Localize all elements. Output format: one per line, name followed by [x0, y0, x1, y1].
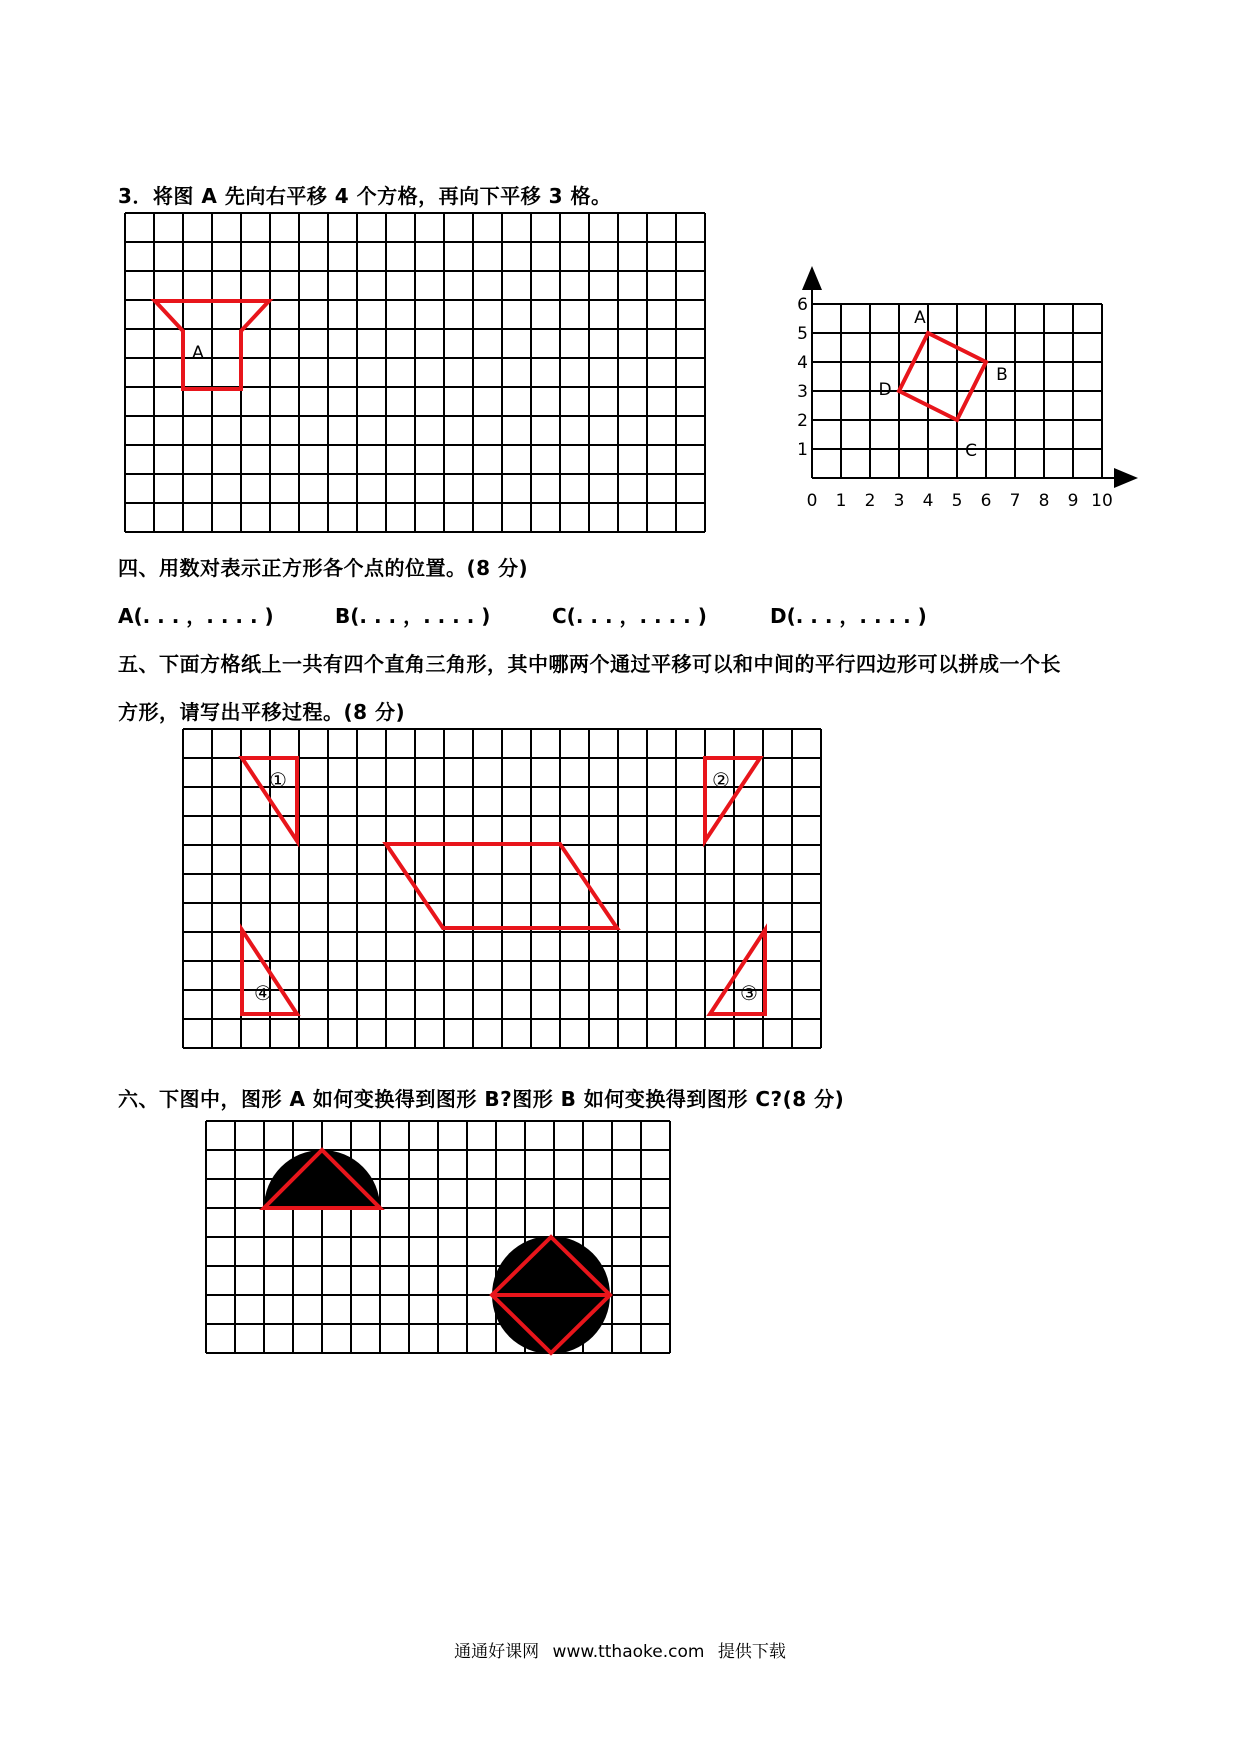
x-tick-label: 6 — [980, 491, 992, 511]
x-tick-label: 7 — [1009, 491, 1021, 511]
q6-grid — [206, 1121, 670, 1354]
y-tick-label: 4 — [797, 353, 808, 373]
x-tick-label: 5 — [951, 491, 963, 511]
q4-answer-b: B(. . . ，. . . . ) — [335, 604, 491, 628]
x-tick-label: 9 — [1067, 491, 1079, 511]
point-label-b: B — [996, 365, 1008, 385]
footer-url: www.tthaoke.com — [552, 1642, 705, 1662]
q4-title: 四、用数对表示正方形各个点的位置。(8 分) — [118, 556, 529, 580]
y-tick-label: 5 — [797, 324, 808, 344]
y-tick-label: 3 — [797, 382, 808, 402]
point-label-a: A — [914, 308, 926, 328]
x-tick-label: 2 — [864, 491, 876, 511]
footer-suffix: 提供下载 — [717, 1642, 786, 1662]
q5-grid — [183, 729, 821, 1048]
x-tick-label: 10 — [1091, 491, 1113, 511]
point-label-c: C — [965, 441, 977, 461]
q5-title-line1: 五、下面方格纸上一共有四个直角三角形，其中哪两个通过平移可以和中间的平行四边形可以拼成一个长 — [118, 652, 1061, 676]
coordinate-grid — [797, 270, 1134, 511]
x-tick-label: 4 — [922, 491, 934, 511]
q6-title: 六、下图中，图形 A 如何变换得到图形 B?图形 B 如何变换得到图形 C?(8 分) — [118, 1087, 845, 1111]
q4-answer-c: C(. . . ，. . . . ) — [552, 604, 707, 628]
footer-site-name: 通通好课网 — [454, 1642, 540, 1662]
x-tick-label: 3 — [893, 491, 905, 511]
x-tick-label: 8 — [1038, 491, 1050, 511]
triangle-4-label: ④ — [254, 981, 272, 1005]
q4-answer-d: D(. . . ，. . . . ) — [770, 604, 927, 628]
shape-a-label: A — [192, 343, 204, 363]
x-tick-label: 0 — [806, 491, 818, 511]
x-tick-label: 1 — [835, 491, 847, 511]
q4-answer-a: A(. . . ，. . . . ) — [118, 604, 274, 628]
y-tick-label: 1 — [797, 440, 808, 460]
triangle-3-label: ③ — [740, 981, 758, 1005]
q3-title: 3．将图 A 先向右平移 4 个方格，再向下平移 3 格。 — [118, 184, 612, 208]
triangle-2-label: ② — [712, 768, 730, 792]
y-tick-label: 6 — [797, 295, 808, 315]
y-tick-label: 2 — [797, 411, 808, 431]
page-footer — [0, 1637, 1240, 1662]
triangle-1-label: ① — [269, 768, 287, 792]
point-label-d: D — [878, 380, 892, 400]
q3-grid — [125, 213, 705, 532]
figure-a-semicircle — [264, 1150, 380, 1208]
q5-title-line2: 方形，请写出平移过程。(8 分) — [118, 700, 406, 724]
square-abcd — [899, 333, 986, 420]
